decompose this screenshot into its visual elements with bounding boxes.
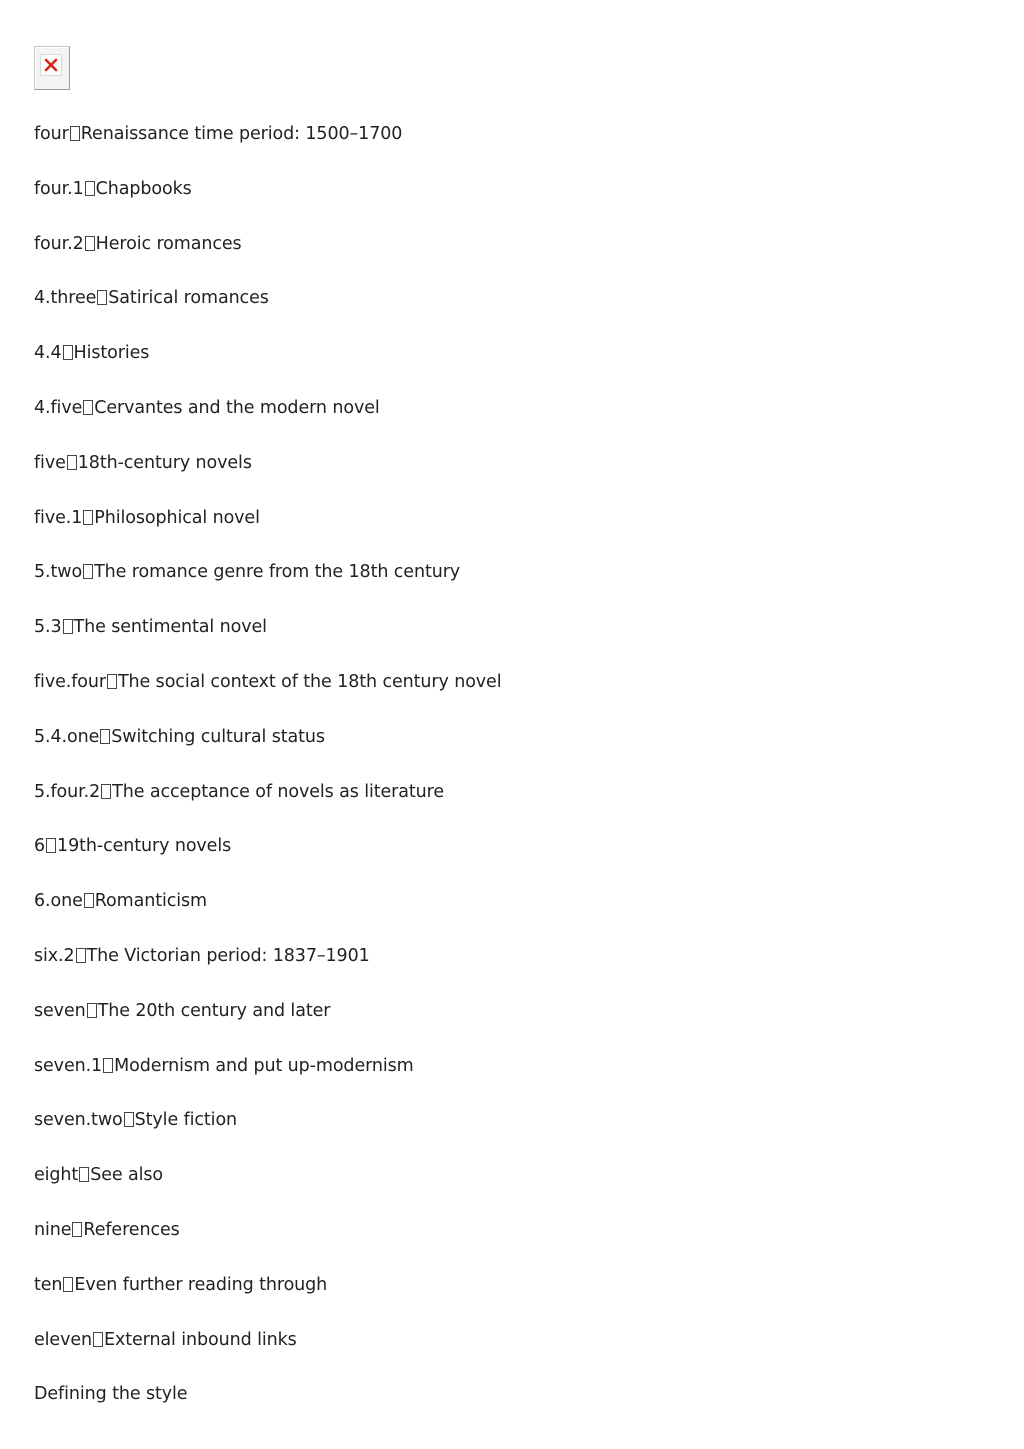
missing-glyph-icon — [101, 784, 111, 799]
toc-label: The sentimental novel — [73, 617, 267, 638]
toc-label: Histories — [73, 343, 150, 364]
missing-glyph-icon — [103, 1058, 113, 1073]
toc-item[interactable] — [34, 944, 501, 999]
toc-label: External inbound links — [104, 1329, 297, 1350]
missing-glyph-icon — [70, 126, 80, 141]
toc-number: seven.two — [34, 1110, 123, 1131]
missing-glyph-icon — [76, 948, 86, 963]
toc-number: four.2 — [34, 233, 84, 254]
toc-number: four — [34, 124, 69, 144]
toc-label: 18th-century novels — [77, 452, 252, 473]
missing-glyph-icon — [107, 674, 117, 689]
missing-glyph-icon — [83, 510, 93, 525]
toc-number: six.2 — [34, 945, 75, 966]
missing-glyph-icon — [67, 455, 77, 470]
toc-number: nine — [34, 1219, 72, 1240]
toc-number: 5.3 — [34, 617, 62, 638]
missing-glyph-icon — [63, 345, 73, 360]
toc-item[interactable] — [34, 1054, 501, 1109]
toc-item[interactable] — [34, 177, 501, 232]
toc-item[interactable] — [34, 725, 501, 780]
toc-item[interactable] — [34, 560, 501, 615]
toc-item[interactable] — [34, 670, 501, 725]
toc-item[interactable] — [34, 286, 501, 341]
missing-glyph-icon — [93, 1332, 103, 1347]
broken-image-frame — [40, 54, 62, 76]
toc-item[interactable] — [34, 341, 501, 396]
toc-label: Philosophical novel — [94, 507, 260, 528]
toc-label: See also — [90, 1165, 164, 1186]
missing-glyph-icon — [87, 1003, 97, 1018]
toc-label: Renaissance time period: 1500–1700 — [80, 124, 403, 144]
missing-glyph-icon — [63, 1277, 73, 1292]
missing-glyph-icon — [79, 1167, 89, 1182]
toc-label: Cervantes and the modern novel — [94, 397, 380, 418]
toc-label: Chapbooks — [95, 178, 192, 199]
toc-number: seven — [34, 1000, 86, 1021]
toc-number: eight — [34, 1165, 79, 1186]
toc-number: 6.one — [34, 891, 83, 912]
toc-item[interactable] — [34, 834, 501, 889]
toc-item[interactable] — [34, 1108, 501, 1163]
missing-glyph-icon — [63, 619, 73, 634]
missing-glyph-icon — [83, 564, 93, 579]
toc-number: five.four — [34, 671, 106, 692]
toc-item[interactable] — [34, 122, 501, 177]
toc-item[interactable] — [34, 999, 501, 1054]
toc-label: The acceptance of novels as literature — [112, 781, 445, 802]
toc-number: five — [34, 452, 66, 473]
toc-label: Romanticism — [94, 891, 207, 912]
toc-label: Even further reading through — [74, 1274, 328, 1295]
toc-item[interactable] — [34, 615, 501, 670]
toc-number: ten — [34, 1274, 63, 1295]
toc-label: The 20th century and later — [97, 1000, 331, 1021]
toc-item[interactable] — [34, 396, 501, 451]
toc-number: 4.three — [34, 288, 97, 309]
toc-label: Modernism and put up-modernism — [114, 1055, 414, 1076]
toc-item[interactable] — [34, 780, 501, 835]
missing-glyph-icon — [72, 1222, 82, 1237]
toc-number: eleven — [34, 1329, 93, 1350]
toc-label: The romance genre from the 18th century — [94, 562, 461, 583]
broken-image — [34, 46, 70, 90]
toc-number: 4.4 — [34, 343, 62, 364]
toc-number: 5.two — [34, 562, 83, 583]
missing-glyph-icon — [124, 1112, 134, 1127]
trailing-text: Defining the style — [34, 1384, 188, 1405]
toc-label: Satirical romances — [108, 288, 269, 309]
toc-label: Style fiction — [134, 1110, 238, 1131]
missing-glyph-icon — [100, 729, 110, 744]
toc-label: Switching cultural status — [111, 726, 325, 747]
toc-label: 19th-century novels — [57, 836, 232, 857]
toc-item[interactable] — [34, 451, 501, 506]
toc-label: The Victorian period: 1837–1901 — [86, 945, 370, 966]
toc-label: References — [83, 1219, 180, 1240]
toc-item[interactable] — [34, 1218, 501, 1273]
missing-glyph-icon — [85, 236, 95, 251]
table-of-contents — [34, 122, 501, 1437]
toc-item[interactable] — [34, 232, 501, 287]
toc-label: The social context of the 18th century novel — [117, 671, 502, 692]
toc-number: five.1 — [34, 507, 83, 528]
toc-item[interactable] — [34, 506, 501, 561]
missing-glyph-icon — [84, 893, 94, 908]
toc-item[interactable] — [34, 1163, 501, 1218]
toc-item[interactable] — [34, 889, 501, 944]
toc-item[interactable] — [34, 1273, 501, 1328]
toc-number: 6 — [34, 836, 46, 857]
broken-image-icon — [44, 58, 58, 72]
toc-number: seven.1 — [34, 1055, 103, 1076]
toc-number: 5.4.one — [34, 726, 100, 747]
missing-glyph-icon — [85, 181, 95, 196]
toc-label: Heroic romances — [95, 233, 242, 254]
toc-item[interactable] — [34, 1328, 501, 1383]
missing-glyph-icon — [46, 838, 56, 853]
toc-number: 4.five — [34, 397, 83, 418]
missing-glyph-icon — [83, 400, 93, 415]
toc-number: four.1 — [34, 178, 84, 199]
missing-glyph-icon — [97, 290, 107, 305]
toc-number: 5.four.2 — [34, 781, 101, 802]
